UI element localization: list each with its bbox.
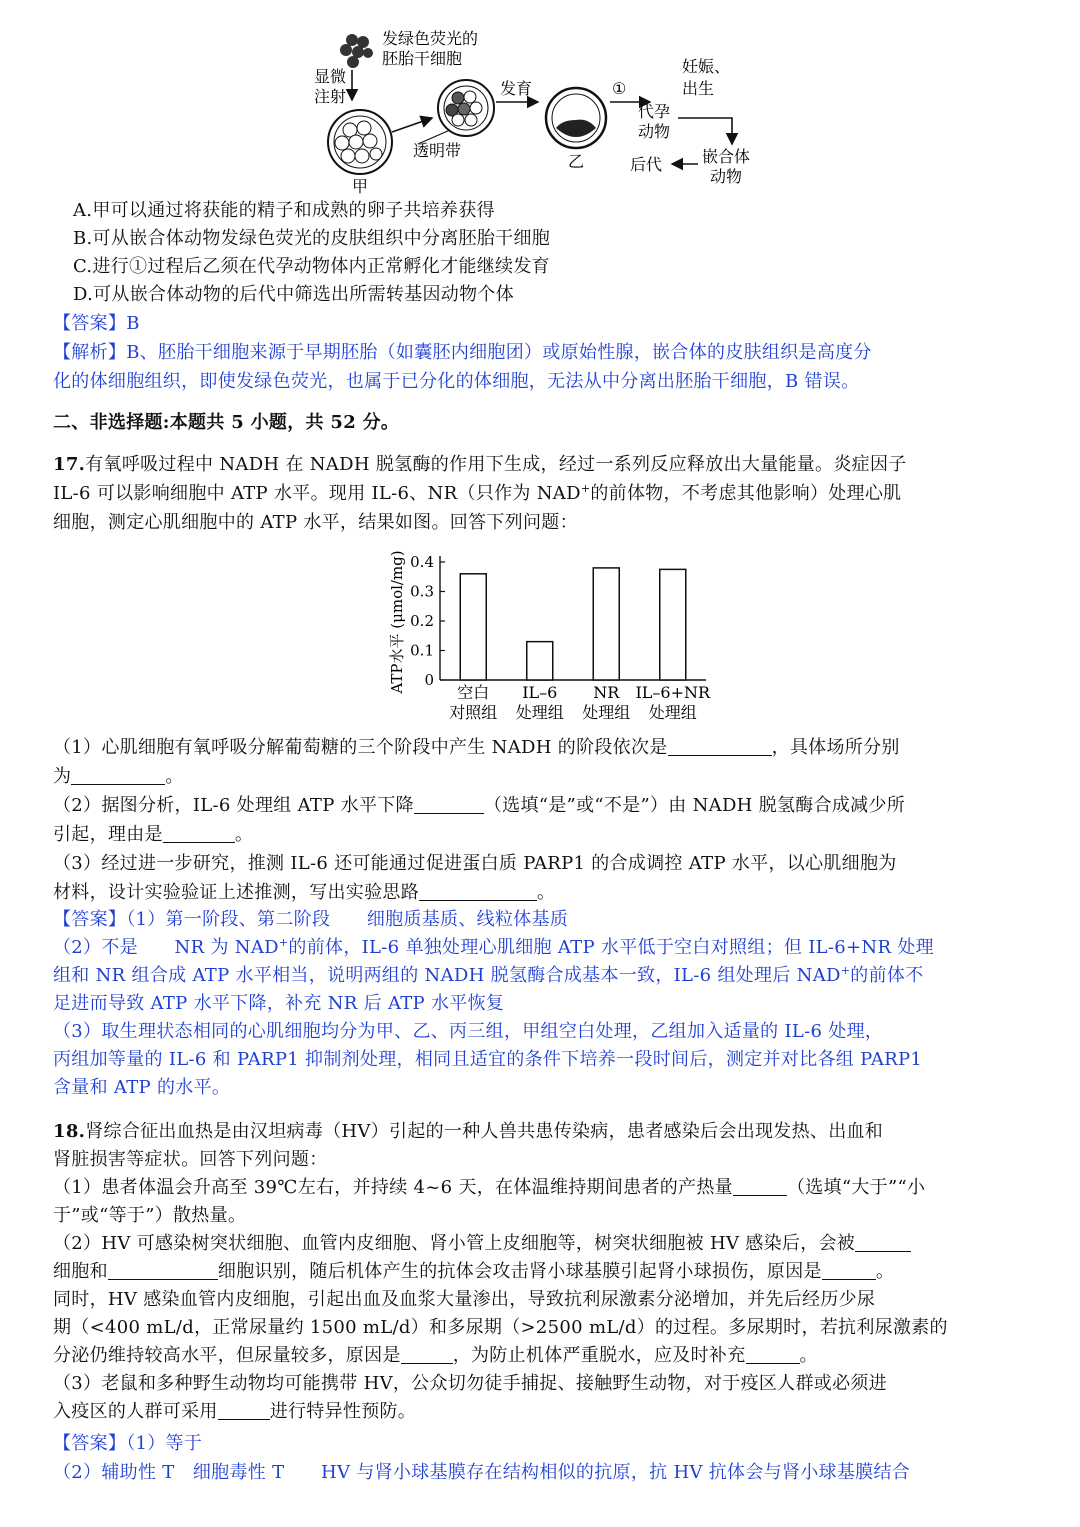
q18-answer-2: （2）辅助性 T 细胞毒性 T HV 与肾小球基膜存在结构相似的抗原，抗 HV 抗体会与肾小球基膜结合 <box>53 1462 911 1483</box>
q16-analysis-1: 【解析】B、胚胎干细胞来源于早期胚胎（如囊胚内细胞团）或原始性腺，嵌合体的皮肤组织是高度分 <box>53 342 872 363</box>
q17-part1-text-d: 。 <box>165 766 184 787</box>
arrow-a-to-b <box>392 118 432 132</box>
answer-blank[interactable] <box>163 824 235 843</box>
embryo-a-label: 甲 <box>352 177 369 196</box>
x-tick-label: IL–6+NR <box>635 683 711 702</box>
q17-part2-text-a: （2）据图分析，IL-6 处理组 ATP 水平下降 <box>53 795 414 816</box>
option-d: D.可从嵌合体动物的后代中筛选出所需转基因动物个体 <box>73 284 515 305</box>
q18-part2-line5 <box>53 1341 1033 1370</box>
q17-part3-text-c: 。 <box>537 882 556 903</box>
option-c: C.进行①过程后乙须在代孕动物体内正常孵化才能继续发育 <box>73 256 550 277</box>
chimera-label-1: 嵌合体 <box>702 147 751 166</box>
x-tick-label: 空白 <box>457 683 490 702</box>
birth-label-1: 妊娠、 <box>682 57 731 76</box>
q17-part1-line2 <box>53 762 1033 791</box>
x-tick-label: 处理组 <box>648 703 697 722</box>
q16-answer: 【答案】B <box>53 313 140 334</box>
cluster-label-1: 发绿色荧光的 <box>382 29 479 48</box>
q17-answer-2a: （2）不是 NR 为 NAD <box>53 937 279 958</box>
inject-label-2: 注射 <box>314 87 347 106</box>
x-tick-label: IL–6 <box>522 683 558 702</box>
q18-part3-text-b: 入疫区的人群可采用 <box>53 1401 218 1422</box>
q18-part1-line1 <box>53 1173 1033 1202</box>
q17-part1-text-b: ，具体场所分别 <box>771 737 900 758</box>
q18-part2-text-e: 分泌仍维持较高水平，但尿量较多，原因是 <box>53 1345 401 1366</box>
q17-answer-3a: 组和 NR 组合成 ATP 水平相当，说明两组的 NADH 脱氢酶合成基本一致，IL-6 组处理后 NAD <box>53 965 841 986</box>
section-heading: 二、非选择题:本题共 5 小题，共 52 分。 <box>53 412 400 433</box>
q17-part2-text-c: 引起，理由是 <box>53 824 163 845</box>
offspring-label: 后代 <box>630 155 663 174</box>
embryo-b-label: 乙 <box>568 152 585 171</box>
q17-part2-text-b: （选填“是”或“不是”）由 NADH 脱氢酶合成减少所 <box>483 795 906 816</box>
birth-label-2: 出生 <box>682 79 715 98</box>
answer-blank[interactable] <box>855 1233 911 1252</box>
q17-answer-3b: 的前体不 <box>850 965 924 986</box>
cluster-label-2: 胚胎干细胞 <box>382 49 463 68</box>
q17-part1-text-a: （1）心肌细胞有氧呼吸分解葡萄糖的三个阶段中产生 NADH 的阶段依次是 <box>53 737 668 758</box>
answer-blank[interactable] <box>401 1345 453 1364</box>
y-tick-label: 0.3 <box>410 582 434 601</box>
q18-part1-text-a: （1）患者体温会升高至 39℃左右，并持续 4~6 天，在体温维持期间患者的产热量 <box>53 1177 733 1198</box>
fluorescent-cell-cluster <box>340 34 373 68</box>
step-label: ① <box>612 79 627 98</box>
answer-blank[interactable] <box>733 1177 787 1196</box>
embryo-a <box>328 110 392 174</box>
answer-blank[interactable] <box>414 795 484 814</box>
q17-part2-text-d: 。 <box>234 824 254 845</box>
q18-part2-line2 <box>53 1257 1033 1286</box>
q18-stem-text-1: 肾综合征出血热是由汉坦病毒（HV）引起的一种人兽共患传染病，患者感染后会出现发热、出血和 <box>85 1121 884 1142</box>
q17-answer-5: （3）取生理状态相同的心肌细胞均分为甲、乙、丙三组，甲组空白处理，乙组加入适量的 IL-6 处理， <box>53 1021 884 1042</box>
bar <box>460 574 486 680</box>
answer-blank[interactable] <box>218 1401 270 1420</box>
q17-answer-7: 含量和 ATP 的水平。 <box>53 1077 231 1098</box>
option-a: A.甲可以通过将获能的精子和成熟的卵子共培养获得 <box>73 200 495 221</box>
y-tick-label: 0.1 <box>410 641 434 660</box>
q18-part3-line1: （3）老鼠和多种野生动物均可能携带 HV，公众切勿徒手捕捉、接触野生动物，对于疫区人群或必须进 <box>53 1373 887 1394</box>
q18-part1-text-b: （选填“大于”“小 <box>786 1177 926 1198</box>
chimera-label-2: 动物 <box>710 167 743 186</box>
q18-part2-text-d: 。 <box>875 1261 895 1282</box>
q17-part3-line2 <box>53 878 1033 907</box>
answer-blank[interactable] <box>822 1261 876 1280</box>
q18-part1-line2: 于”或“等于”）散热量。 <box>53 1205 247 1226</box>
answer-blank[interactable] <box>108 1261 218 1280</box>
embryo-b <box>438 80 494 136</box>
q18-stem-2: 肾脏损害等症状。回答下列问题： <box>53 1149 328 1170</box>
develop-label: 发育 <box>500 79 533 98</box>
y-axis-label: ATP水平 (μmol/mg) <box>388 550 406 694</box>
q18-part2-text-f: ，为防止机体严重脱水，应及时补充 <box>452 1345 746 1366</box>
q17-stem-text-2b: 的前体物，不考虑其他影响）处理心肌 <box>590 483 902 504</box>
y-tick-label: 0.2 <box>410 612 434 630</box>
q17-answer-4: 足进而导致 ATP 水平下降，补充 NR 后 ATP 水平恢复 <box>53 993 505 1014</box>
atp-bar-chart <box>380 540 720 725</box>
q18-answer-1: 【答案】（1）等于 <box>53 1433 203 1454</box>
answer-blank[interactable] <box>668 737 772 756</box>
q18-part3-text-c: 进行特异性预防。 <box>269 1401 417 1422</box>
zona-label: 透明带 <box>413 141 462 160</box>
y-tick-label: 0 <box>424 671 434 689</box>
embryo-diagram <box>300 22 780 197</box>
q17-part2-line2 <box>53 820 1033 849</box>
q18-part2-text-b: 细胞和 <box>53 1261 108 1282</box>
bar <box>660 569 686 680</box>
x-tick-label: 处理组 <box>582 703 631 722</box>
q18-part2-line1 <box>53 1229 1033 1258</box>
q18-number: 18. <box>53 1121 86 1142</box>
q17-answer-2 <box>53 933 1033 962</box>
q18-part3-line2 <box>53 1397 1033 1426</box>
q17-stem-1 <box>53 450 1033 479</box>
q17-part3-text-b: 材料，设计实验验证上述推测，写出实验思路 <box>53 882 419 903</box>
x-tick-label: NR <box>593 683 620 702</box>
q17-stem-text-1: 有氧呼吸过程中 NADH 在 NADH 脱氢酶的作用下生成，经过一系列反应释放出大量能量。炎症因子 <box>85 454 907 475</box>
answer-blank[interactable] <box>419 882 537 901</box>
q17-part2-line1 <box>53 791 1033 820</box>
answer-blank[interactable] <box>71 766 165 785</box>
q17-stem-text-2a: IL-6 可以影响细胞中 ATP 水平。现用 IL-6、NR（只作为 NAD <box>53 483 581 504</box>
q17-part3-line1: （3）经过进一步研究，推测 IL-6 还可能通过促进蛋白质 PARP1 的合成调控 ATP 水平，以心肌细胞为 <box>53 853 897 874</box>
q17-number: 17. <box>53 454 86 475</box>
q17-answer-6: 丙组加等量的 IL-6 和 PARP1 抑制剂处理，相同且适宜的条件下培养一段时间后，测定并对比各组 PARP1 <box>53 1049 923 1070</box>
bar <box>593 568 619 680</box>
q17-answer-sup: + <box>840 964 851 977</box>
y-tick-label: 0.4 <box>410 553 434 571</box>
surrogate-label-1: 代孕 <box>638 102 671 121</box>
blastocyst <box>546 88 606 148</box>
birth-arrow <box>678 118 732 144</box>
q17-answer-3 <box>53 961 1033 990</box>
bar <box>527 642 553 680</box>
q17-stem-2 <box>53 479 1033 508</box>
q18-part2-text-c: 细胞识别，随后机体产生的抗体会攻击肾小球基膜引起肾小球损伤，原因是 <box>217 1261 822 1282</box>
q17-answer-1: 【答案】（1）第一阶段、第二阶段 细胞质基质、线粒体基质 <box>53 909 569 930</box>
x-tick-label: 处理组 <box>515 703 564 722</box>
option-b: B.可从嵌合体动物发绿色荧光的皮肤组织中分离胚胎干细胞 <box>73 228 551 249</box>
q18-part2-line4: 期（<400 mL/d，正常尿量约 1500 mL/d）和多尿期（>2500 mL/d）的过程。多尿期时，若抗利尿激素的 <box>53 1317 948 1338</box>
q16-analysis-2: 化的体细胞组织，即使发绿色荧光，也属于已分化的体细胞，无法从中分离出胚胎干细胞，B 错误。 <box>53 371 860 392</box>
inject-label-1: 显微 <box>314 67 347 86</box>
q18-stem-1 <box>53 1117 1033 1146</box>
q17-answer-2b: 的前体，IL-6 单独处理心肌细胞 ATP 水平低于空白对照组；但 IL-6+NR 处理 <box>288 937 934 958</box>
q17-part1-line1 <box>53 733 1033 762</box>
q18-part2-text-g: 。 <box>799 1345 818 1366</box>
q17-stem-3: 细胞，测定心肌细胞中的 ATP 水平，结果如图。回答下列问题： <box>53 512 578 533</box>
q18-part2-line3: 同时，HV 感染血管内皮细胞，引起出血及血浆大量渗出，导致抗利尿激素分泌增加，并先后经历少尿 <box>53 1289 876 1310</box>
q17-sup-plus: + <box>580 482 591 495</box>
q18-part2-text-a: （2）HV 可感染树突状细胞、血管内皮细胞、肾小管上皮细胞等，树突状细胞被 HV 感染后，会被 <box>53 1233 856 1254</box>
q17-answer-sup: + <box>278 936 289 949</box>
answer-blank[interactable] <box>746 1345 800 1364</box>
x-tick-label: 对照组 <box>449 703 498 722</box>
q17-part1-text-c: 为 <box>53 766 72 787</box>
surrogate-label-2: 动物 <box>638 122 671 141</box>
